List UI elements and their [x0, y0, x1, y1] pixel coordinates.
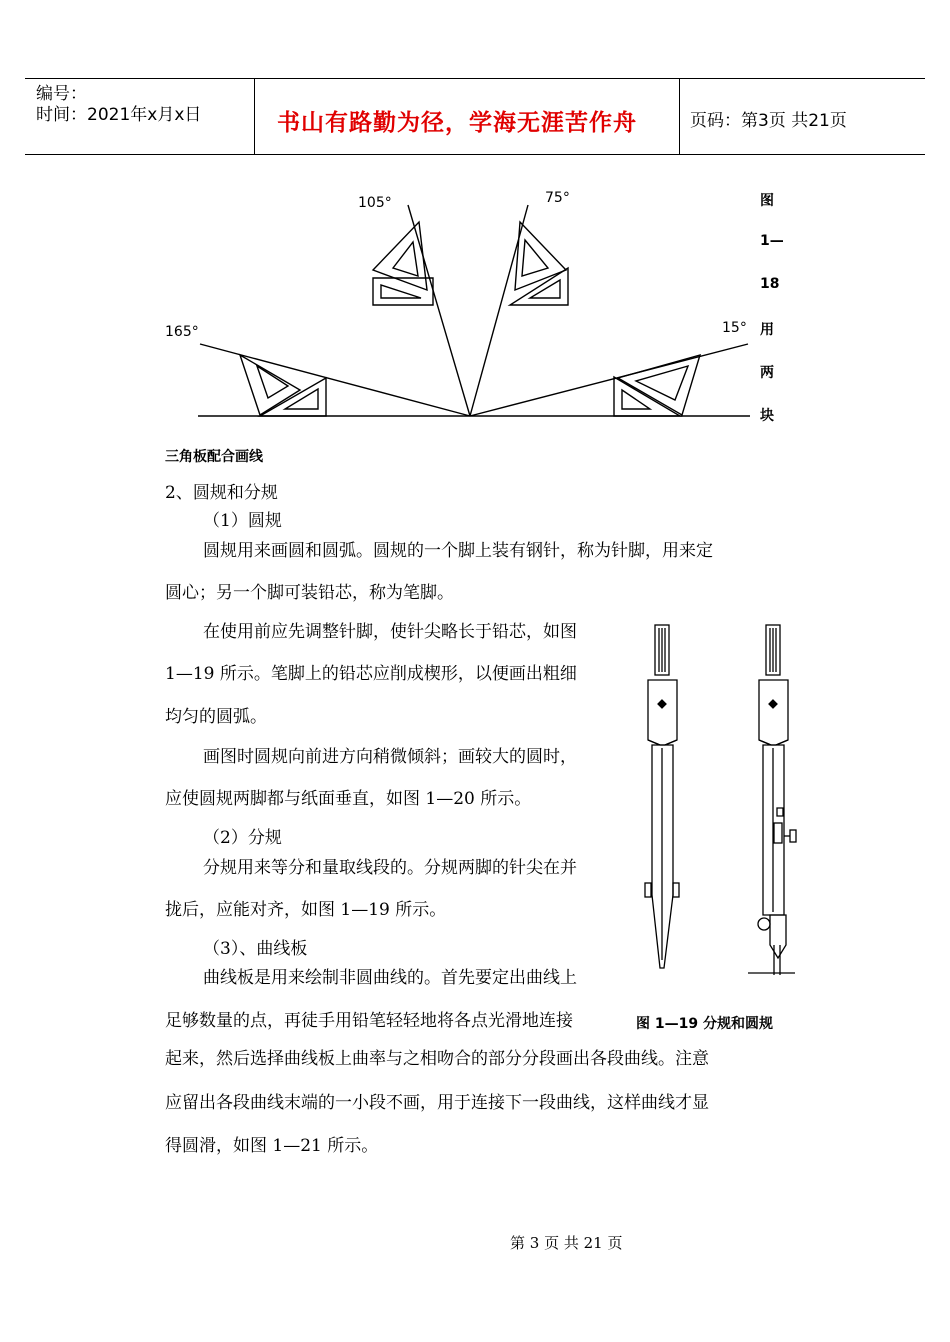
fig-1-18-caption-char: 两: [760, 365, 774, 381]
header-top-rule: [25, 78, 925, 79]
figure-1-19-divider-compass: [620, 615, 810, 985]
paragraph-line: 分规用来等分和量取线段的。分规两脚的针尖在并: [203, 858, 577, 878]
fig-1-18-caption-char: 块: [760, 408, 774, 424]
sub3-title: （3）、曲线板: [203, 939, 308, 959]
fig-1-18-caption-char: 图: [760, 193, 774, 209]
paragraph-line: 应使圆规两脚都与纸面垂直，如图 1—20 所示。: [165, 789, 532, 809]
paragraph-line: 拢后，应能对齐，如图 1—19 所示。: [165, 900, 447, 920]
paragraph-line: 起来，然后选择曲线板上曲率与之相吻合的部分分段画出各段曲线。注意: [165, 1049, 709, 1069]
paragraph-line: 曲线板是用来绘制非圆曲线的。首先要定出曲线上: [203, 968, 577, 988]
header-divider-right: [679, 78, 680, 155]
set-squares-15: [614, 355, 700, 416]
paragraph-line: 应留出各段曲线末端的一小段不画，用于连接下一段曲线，这样曲线才显: [165, 1093, 709, 1113]
paragraph-line: 圆心；另一个脚可装铅芯，称为笔脚。: [165, 583, 454, 603]
header-time-label: 时间：2021年x月x日: [36, 105, 202, 125]
set-squares-165: [240, 355, 326, 416]
angle-label-105: 105°: [358, 195, 392, 211]
set-squares-75: [510, 222, 568, 305]
ray-15: [470, 344, 748, 416]
set-squares-105: [373, 222, 433, 305]
divider-drawing: [645, 625, 679, 968]
sub1-title: （1）圆规: [203, 511, 282, 531]
header-page-label: 页码：第3页 共21页: [690, 111, 847, 131]
header-number-label: 编号：: [36, 84, 87, 104]
paragraph-line: 画图时圆规向前进方向稍微倾斜；画较大的圆时，: [203, 747, 577, 767]
sub2-title: （2）分规: [203, 828, 282, 848]
header-bottom-rule: [25, 154, 925, 155]
header-divider-left: [254, 78, 255, 155]
fig-1-18-caption-char: 1—: [760, 233, 784, 249]
footer-page-number: 第 3 页 共 21 页: [510, 1234, 623, 1252]
paragraph-line: 得圆滑，如图 1—21 所示。: [165, 1136, 379, 1156]
paragraph-line: 圆规用来画圆和圆弧。圆规的一个脚上装有钢针，称为针脚，用来定: [203, 541, 713, 561]
paragraph-line: 足够数量的点，再徒手用铅笔轻轻地将各点光滑地连接: [165, 1011, 573, 1031]
fig-1-18-caption-tail: 三角板配合画线: [165, 449, 263, 465]
header-motto: 书山有路勤为径，学海无涯苦作舟: [277, 110, 637, 136]
paragraph-line: 均匀的圆弧。: [165, 707, 267, 727]
angle-label-15: 15°: [722, 320, 747, 336]
paragraph-line: 在使用前应先调整针脚，使针尖略长于铅芯，如图: [203, 622, 577, 642]
figure-1-18-set-squares: [160, 180, 760, 420]
compass-drawing: [748, 625, 796, 975]
fig-1-18-caption-char: 18: [760, 276, 780, 292]
angle-label-165: 165°: [165, 324, 199, 340]
fig-1-18-caption-char: 用: [760, 322, 774, 338]
fig-1-19-caption: 图 1—19 分规和圆规: [636, 1016, 773, 1032]
paragraph-line: 1—19 所示。笔脚上的铅芯应削成楔形，以便画出粗细: [165, 664, 577, 684]
section-title: 2、圆规和分规: [165, 483, 278, 503]
angle-label-75: 75°: [545, 190, 570, 206]
ray-105: [408, 205, 470, 416]
